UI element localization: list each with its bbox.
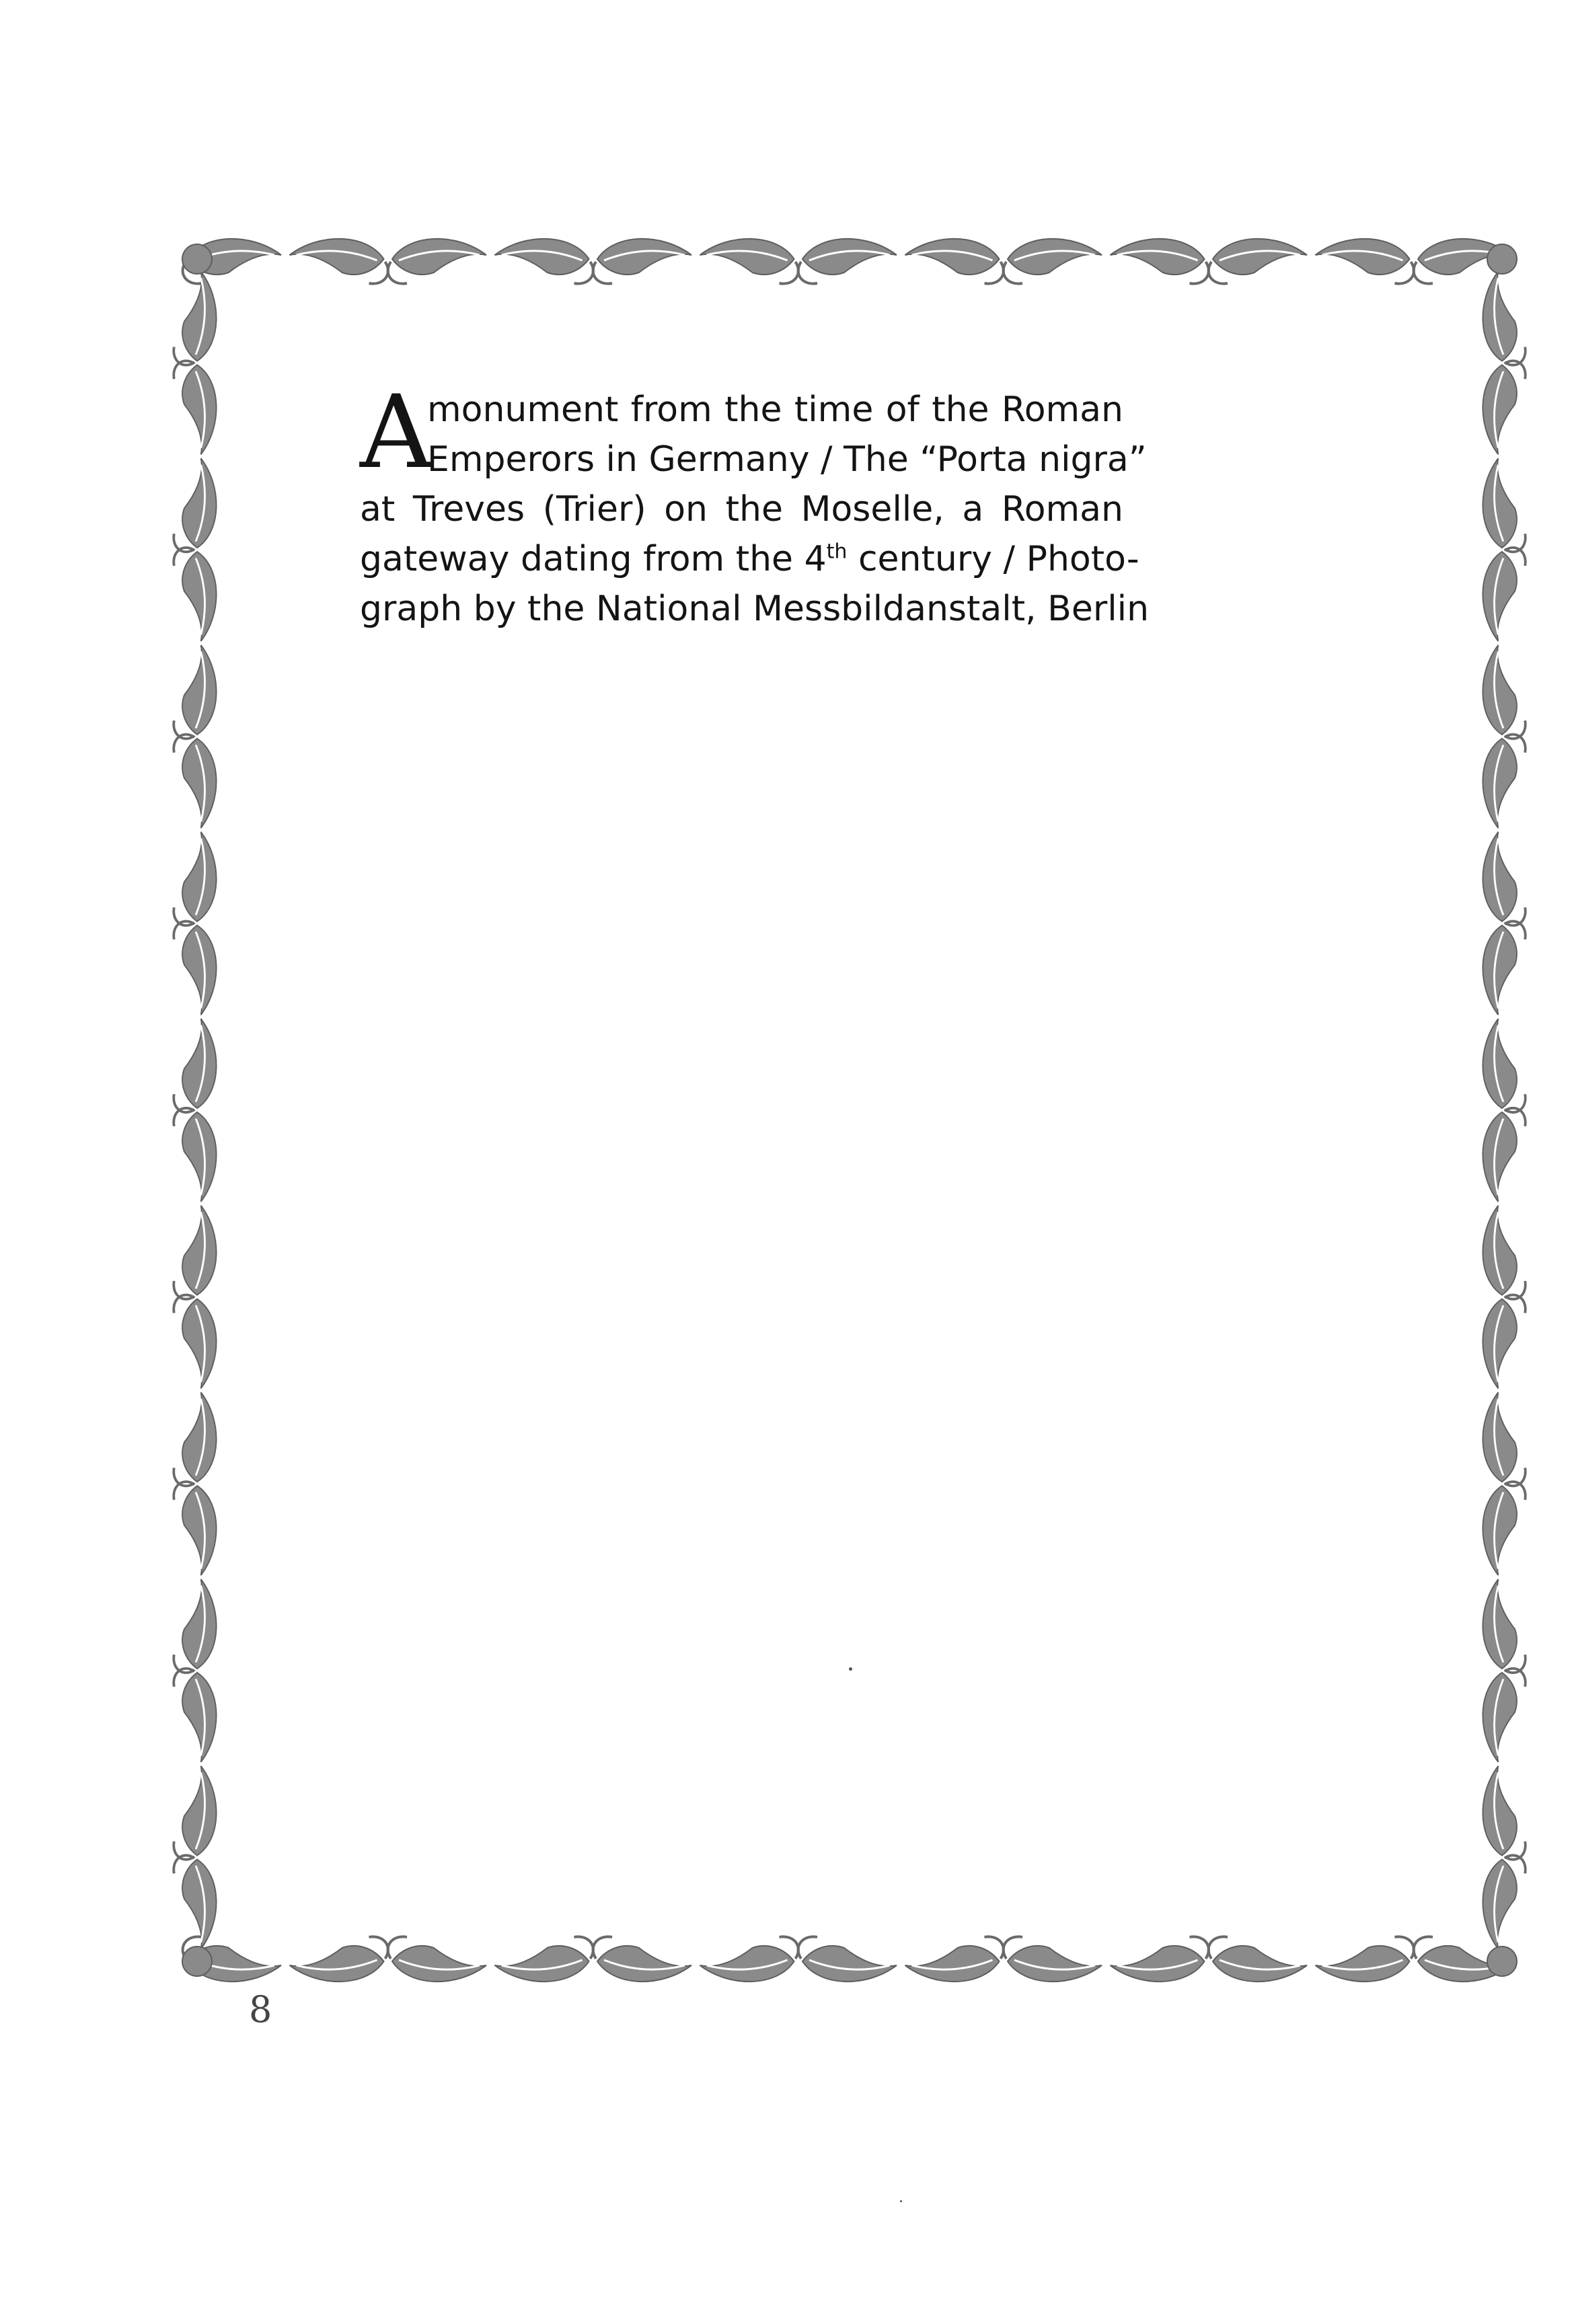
caption-line-4-start: gateway dating from the 4 — [360, 539, 827, 579]
caption-line-5: graph by the National Messbildanstalt, Berlin — [360, 589, 1150, 629]
leaf-motif — [1483, 1579, 1525, 1673]
leaf-motif — [1483, 735, 1525, 828]
leaf-motif — [798, 239, 897, 284]
leaf-motif — [1483, 361, 1525, 454]
leaf-motif — [1111, 1936, 1209, 1982]
leaf-motif — [174, 458, 216, 552]
paper-speck — [849, 1667, 852, 1671]
leaf-motif — [174, 645, 216, 739]
leaf-motif — [174, 1108, 216, 1202]
leaf-motif — [1209, 239, 1307, 284]
caption-line-1: monument from the time of the Roman — [427, 390, 1123, 430]
corner-rosette — [182, 244, 212, 274]
leaf-motif — [174, 1392, 216, 1486]
leaf-motif — [174, 1669, 216, 1762]
leaf-motif — [1316, 239, 1414, 284]
leaf-motif — [593, 1936, 691, 1982]
leaf-motif — [495, 1936, 593, 1982]
leaf-motif — [1483, 1669, 1525, 1762]
leaf-motif — [1483, 1855, 1525, 1949]
leaf-motif — [174, 1482, 216, 1575]
corner-rosette — [1487, 1947, 1517, 1976]
leaf-motif — [1483, 548, 1525, 641]
paper-speck — [900, 2200, 902, 2202]
caption-line-3: at Treves (Trier) on the Moselle, a Roman — [360, 489, 1123, 530]
leaf-motif — [174, 1019, 216, 1112]
leaf-motif — [1483, 832, 1525, 925]
leaf-motif — [290, 239, 388, 284]
caption-line-2: Emperors in Germany / The “Porta nigra” — [427, 439, 1147, 480]
superscript-th: th — [826, 540, 848, 564]
leaf-motif — [1209, 1936, 1307, 1982]
leaf-motif — [388, 239, 486, 284]
leaf-motif — [388, 1936, 486, 1982]
leaf-motif — [1483, 1482, 1525, 1575]
leaf-motif — [905, 1936, 1004, 1982]
leaf-motif — [1483, 1295, 1525, 1388]
leaf-motif — [174, 921, 216, 1015]
leaf-motif — [174, 1855, 216, 1949]
page-number: 8 — [249, 1988, 272, 2031]
corner-rosette — [182, 1947, 212, 1976]
leaf-motif — [495, 239, 593, 284]
leaf-motif — [1483, 921, 1525, 1015]
leaf-motif — [798, 1936, 897, 1982]
leaf-motif — [1483, 1766, 1525, 1860]
leaf-motif — [290, 1936, 388, 1982]
leaf-motif — [174, 1579, 216, 1673]
leaf-motif — [1004, 239, 1102, 284]
leaf-motif — [905, 239, 1004, 284]
drop-cap-letter: A — [360, 374, 433, 491]
leaf-motif — [174, 1295, 216, 1388]
leaf-motif — [174, 832, 216, 925]
leaf-motif — [174, 548, 216, 641]
leaf-motif — [1483, 1019, 1525, 1112]
leaf-motif — [700, 1936, 798, 1982]
leaf-motif — [700, 239, 798, 284]
caption-line-4 — [360, 534, 1139, 584]
leaf-motif — [174, 361, 216, 454]
leaf-motif — [1483, 272, 1525, 365]
leaf-motif — [1004, 1936, 1102, 1982]
leaf-motif — [1483, 458, 1525, 552]
leaf-motif — [174, 1206, 216, 1299]
leaf-motif — [1111, 239, 1209, 284]
corner-rosette — [1487, 244, 1517, 274]
leaf-motif — [174, 1766, 216, 1860]
leaf-motif — [1483, 645, 1525, 739]
leaf-motif — [174, 735, 216, 828]
leaf-motif — [1316, 1936, 1414, 1982]
leaf-motif — [174, 272, 216, 365]
leaf-motif — [1483, 1392, 1525, 1486]
leaf-motif — [593, 239, 691, 284]
leaf-motif — [1483, 1206, 1525, 1299]
leaf-motif — [1483, 1108, 1525, 1202]
caption-line-4-end: century / Photo- — [858, 539, 1139, 579]
photo-caption — [360, 385, 1150, 634]
